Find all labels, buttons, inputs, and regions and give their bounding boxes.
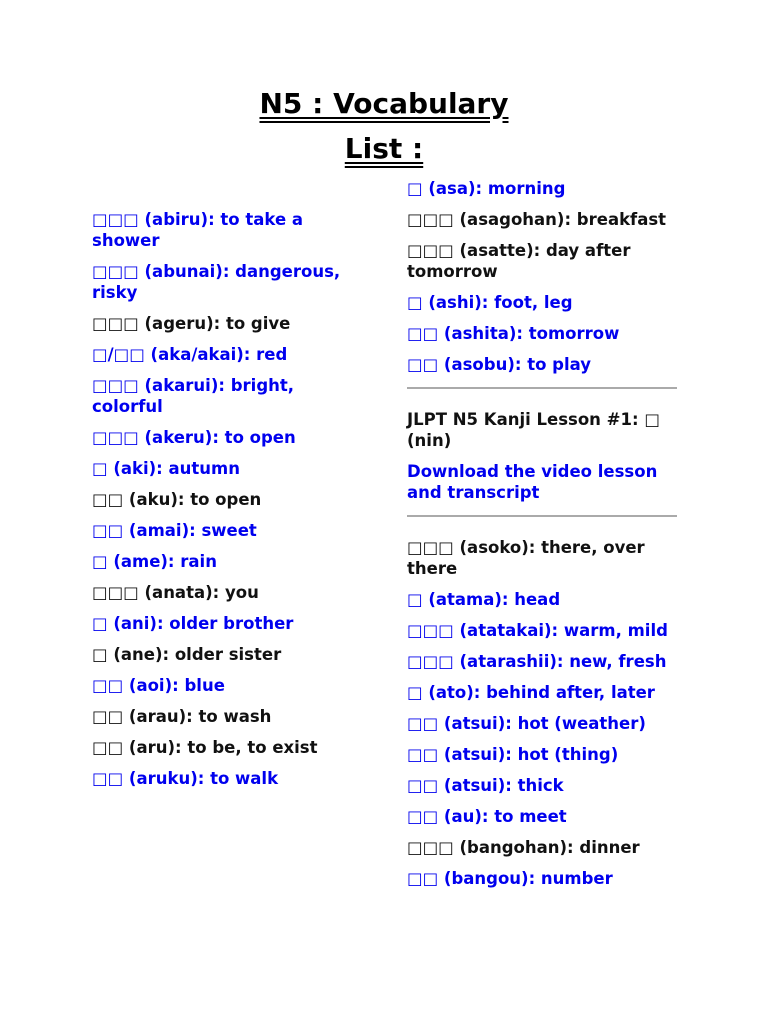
- vocab-link[interactable]: □□ (au): to meet: [407, 807, 567, 826]
- vocab-item: □□□ (anata): you: [92, 583, 259, 602]
- right-top-list: [407, 178, 682, 375]
- vocab-link[interactable]: □□ (aoi): blue: [92, 676, 225, 695]
- vocab-link[interactable]: □□□ (atatakai): warm, mild: [407, 621, 668, 640]
- vocab-link[interactable]: □ (asa): morning: [407, 179, 566, 198]
- vocab-item: □□□ (asoko): there, over there: [407, 538, 645, 578]
- vocab-link[interactable]: □□ (ashita): tomorrow: [407, 324, 620, 343]
- kanji-lesson-heading: JLPT N5 Kanji Lesson #1: □ (nin): [407, 410, 660, 450]
- divider-top: [407, 387, 677, 389]
- vocab-item: □□ (arau): to wash: [92, 707, 272, 726]
- vocab-link[interactable]: □ (ato): behind after, later: [407, 683, 655, 702]
- page-title-line2: List :: [344, 132, 424, 165]
- vocab-link[interactable]: □□ (atsui): hot (weather): [407, 714, 646, 733]
- vocab-item: □□□ (asagohan): breakfast: [407, 210, 667, 229]
- vocab-link[interactable]: □□ (asobu): to play: [407, 355, 592, 374]
- vocab-item: □□□ (bangohan): dinner: [407, 838, 640, 857]
- vocab-link[interactable]: □□ (aruku): to walk: [92, 769, 279, 788]
- left-column: [92, 209, 362, 799]
- right-column: [407, 178, 682, 899]
- divider-bottom: [407, 515, 677, 517]
- vocab-link[interactable]: □ (ashi): foot, leg: [407, 293, 573, 312]
- vocab-link[interactable]: □ (ame): rain: [92, 552, 217, 571]
- vocab-item: □□ (aru): to be, to exist: [92, 738, 318, 757]
- vocab-link[interactable]: □□ (atsui): hot (thing): [407, 745, 619, 764]
- vocab-link[interactable]: □/□□ (aka/akai): red: [92, 345, 288, 364]
- vocab-link[interactable]: □□□ (akeru): to open: [92, 428, 296, 447]
- vocab-link[interactable]: □□ (atsui): thick: [407, 776, 564, 795]
- vocab-link[interactable]: □□ (amai): sweet: [92, 521, 257, 540]
- vocab-link[interactable]: □ (atama): head: [407, 590, 561, 609]
- vocab-link[interactable]: □□□ (akarui): bright, colorful: [92, 376, 295, 416]
- vocab-link[interactable]: □□ (bangou): number: [407, 869, 613, 888]
- vocab-item: □□□ (asatte): day after tomorrow: [407, 241, 631, 281]
- vocab-link[interactable]: □□□ (atarashii): new, fresh: [407, 652, 667, 671]
- vocab-link[interactable]: □ (aki): autumn: [92, 459, 240, 478]
- vocab-link[interactable]: □□□ (abunai): dangerous, risky: [92, 262, 341, 302]
- vocab-item: □□ (aku): to open: [92, 490, 262, 509]
- page-title-line1: N5 : Vocabulary: [259, 87, 509, 120]
- download-video-link[interactable]: Download the video lesson and transcript: [407, 462, 658, 502]
- vocab-item: □ (ane): older sister: [92, 645, 282, 664]
- vocab-link[interactable]: □ (ani): older brother: [92, 614, 294, 633]
- vocab-item: □□□ (ageru): to give: [92, 314, 291, 333]
- right-bottom-list: [407, 537, 682, 889]
- vocab-link[interactable]: □□□ (abiru): to take a shower: [92, 210, 304, 250]
